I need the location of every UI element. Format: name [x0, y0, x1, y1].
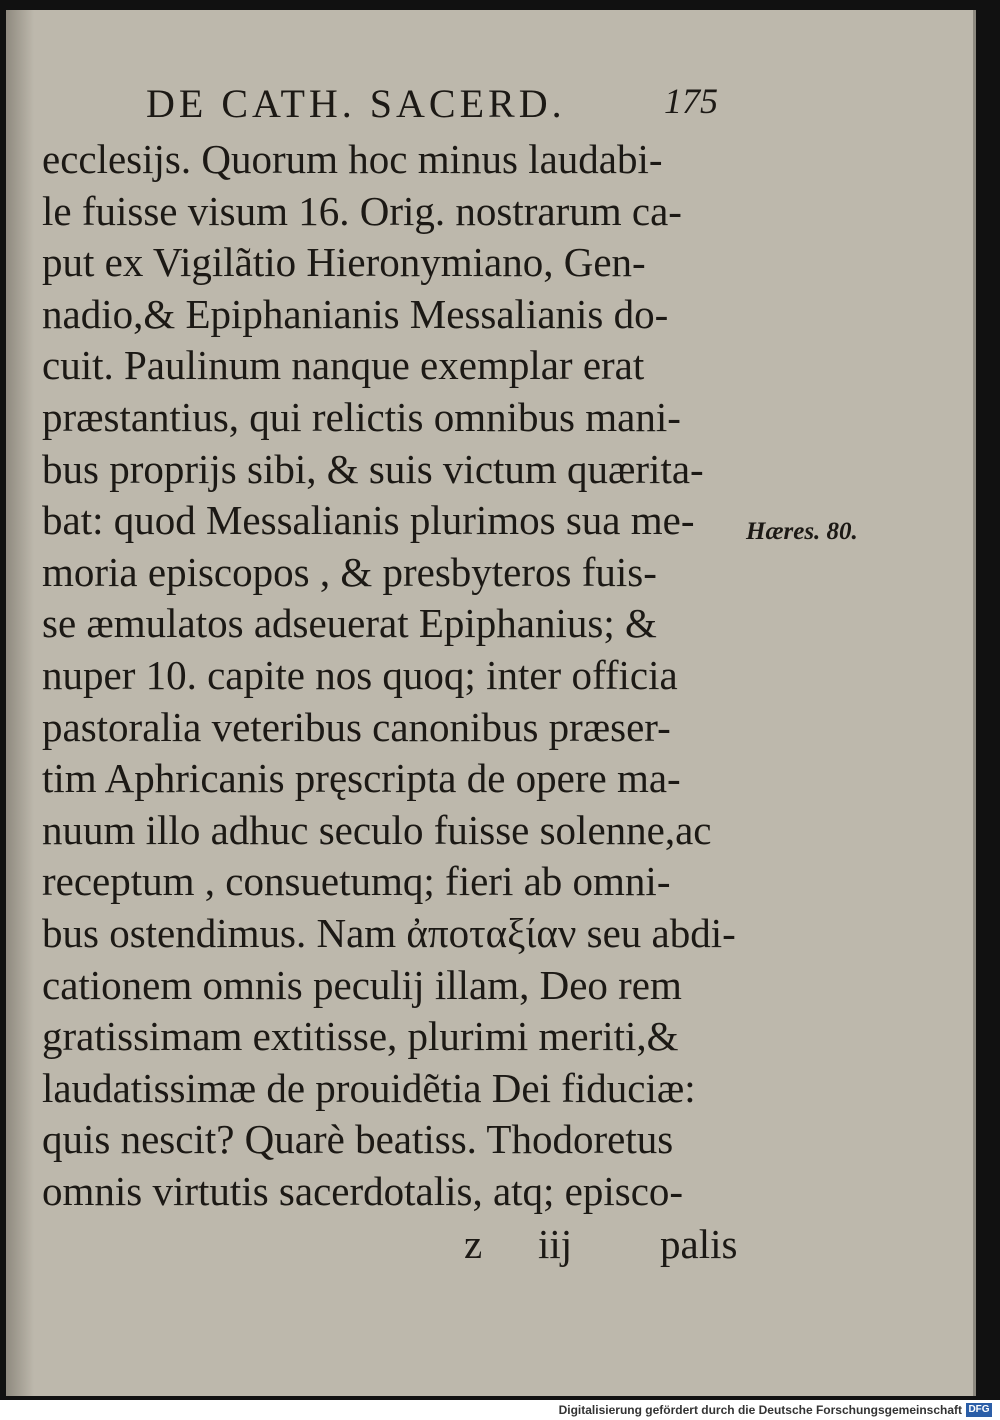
book-page	[6, 10, 976, 1396]
text-line: nuper 10. capite nos quoq; inter officia	[42, 651, 678, 698]
text-line: præstantius, qui relictis omnibus mani-	[42, 393, 681, 440]
text-line: nuum illo adhuc seculo fuisse solenne,ac	[42, 806, 712, 853]
text-line: bus proprijs sibi, & suis victum quærita-	[42, 445, 704, 492]
text-line: pastoralia veteribus canonibus præser-	[42, 703, 671, 750]
running-head: DE CATH. SACERD.	[146, 81, 566, 126]
text-line: laudatissimæ de prouidẽtia Dei fiduciæ:	[42, 1064, 696, 1111]
text-line: ecclesijs. Quorum hoc minus laudabi-	[42, 136, 663, 182]
page-gutter-shadow	[6, 10, 34, 1396]
text-line: se æmulatos adseuerat Epiphanius; &	[42, 600, 657, 647]
text-line: tim Aphricanis pręscripta de opere ma-	[42, 755, 681, 802]
text-line: receptum , consuetumq; fieri ab omni-	[42, 858, 671, 905]
text-line: le fuisse visum 16. Orig. nostrarum ca-	[42, 187, 682, 234]
text-line: bat: quod Messalianis plurimos sua me-	[42, 497, 695, 544]
funding-credit: Digitalisierung gefördert durch die Deutsche Forschungsgemeinschaft	[558, 1403, 962, 1417]
signature-mark: z	[464, 1221, 483, 1267]
page-number: 175	[664, 81, 718, 121]
footer-bar	[0, 1400, 1000, 1420]
text-line: put ex Vigilãtio Hieronymiano, Gen-	[42, 239, 646, 286]
text-line: bus ostendimus. Nam ἀποταξίαν seu abdi-	[42, 909, 736, 956]
text-line: nadio,& Epiphanianis Messalianis do-	[42, 290, 669, 337]
signature-number: iij	[538, 1221, 573, 1267]
text-line: quis nescit? Quarè beatiss. Thodoretus	[42, 1116, 674, 1163]
text-line: cationem omnis peculij illam, Deo rem	[42, 961, 682, 1008]
text-line: gratissimam extitisse, plurimi meriti,&	[42, 1013, 679, 1060]
text-line: moria episcopos , & presbyteros fuis-	[42, 548, 657, 595]
dfg-logo-icon: DFG	[966, 1403, 992, 1417]
text-line: omnis virtutis sacerdotalis, atq; episco-	[42, 1167, 684, 1214]
body-text	[42, 134, 742, 1217]
text-line: cuit. Paulinum nanque exemplar erat	[42, 342, 645, 389]
catchword: palis	[660, 1221, 738, 1267]
margin-note: Hæres. 80.	[746, 518, 858, 545]
